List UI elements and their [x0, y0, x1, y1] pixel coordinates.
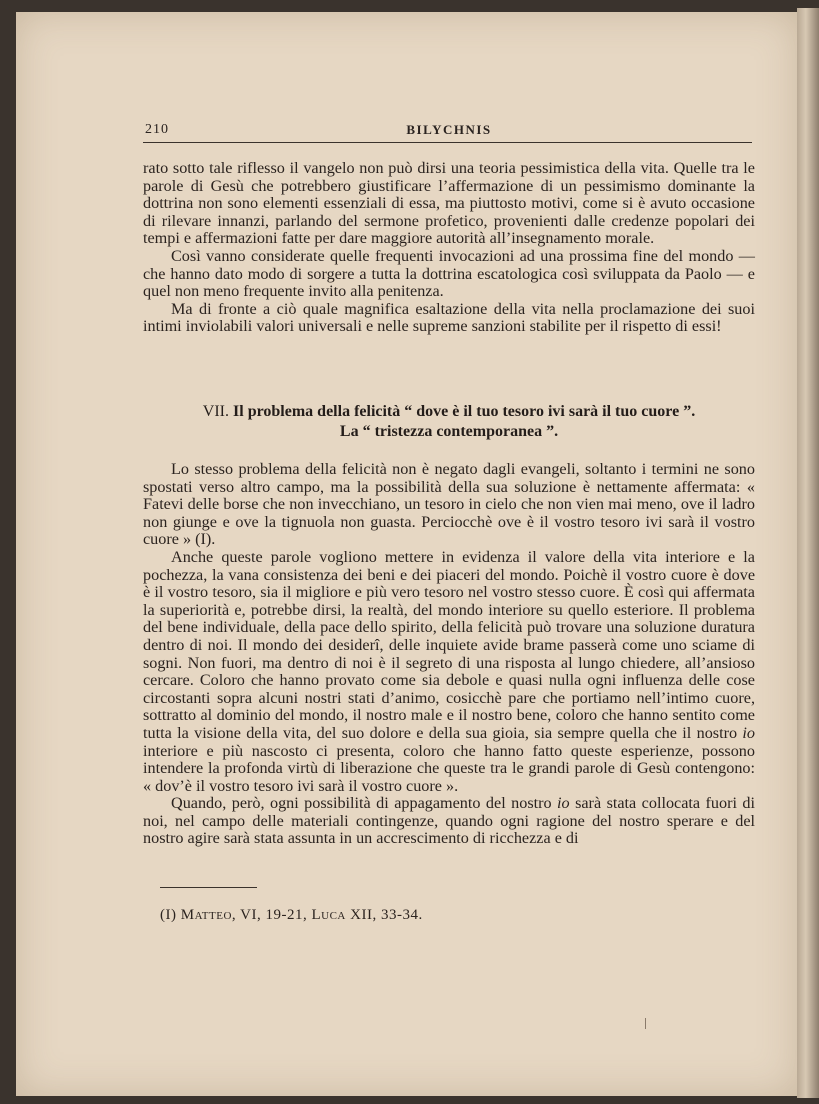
italic-word: io [557, 794, 570, 813]
header-rule [143, 142, 752, 143]
paragraph: Ma di fronte a ciò quale magnifica esaltazione della vita nella proclamazione dei suoi intimi inviolabili valori universali e nelle supreme sanzioni stabilite per il rispetto di essi! [143, 299, 755, 336]
footnote-reference: , VI, 19-21, [231, 907, 308, 923]
next-page-edge [797, 8, 819, 1098]
section-number: VII. [202, 403, 230, 420]
text-run: interiore e più nascosto ci presenta, coloro che hanno fatto queste esperienze, possono intendere la profonda virtù di liberazione che queste tra le grandi parole di Gesù contengono: « dov’è il vostro tesoro ivi sarà il vostro cuore ». [143, 741, 755, 795]
text-run: Quando, però, ogni possibilità di appagamento del nostro [171, 794, 552, 813]
opening-text [143, 160, 755, 336]
footnote-author: Matteo [180, 907, 232, 923]
paragraph [143, 795, 755, 848]
page-header [143, 122, 755, 142]
footnote-author: Luca [311, 907, 346, 923]
section-text [143, 461, 755, 848]
running-title: BILYCHNIS [406, 122, 492, 137]
text-run: sarà stata collocata fuori di noi, nel campo delle materiali contingenze, quando ogni ragione del nostro sperare e del nostro agire sarà stata assunta in un accrescimento di ricchezza e di [143, 794, 756, 848]
paragraph: rato sotto tale riflesso il vangelo non può dirsi una teoria pessimistica della vita. Quelle tra le parole di Gesù che potrebbero giustificare l’affermazione di un pessimismo dominante la dottrina non sono elementi essenziali di essa, ma piuttosto motivi, come si è avuto occasione di rilevare innanzi, parlando del sermone profetico, provenienti dalle credenze popolari dei tempi e affermazioni fatte per dare maggiore autorità all’insegnamento morale. [143, 159, 755, 248]
footnote [160, 907, 660, 924]
text-run: Anche queste parole vogliono mettere in evidenza il valore della vita interiore e la pochezza, la vana consistenza dei beni e dei piaceri del mondo. Poichè il vostro cuore è dove è il vostro tesoro, sia il migliore e più vero tesoro nel vostro stesso cuore. È così qui affermata la superiorità e, potrebbe dirsi, la realtà, del mondo interiore su quello esteriore. Il problema del bene individuale, della pace dello spirito, della felicità può trovare una soluzione duratura dentro di noi. Il mondo dei desiderî, delle inquiete avide brame passerà come uno sciame di sogni. Non fuori, ma dentro di noi è il segreto di una risposta al lungo chiedere, all’ansioso cercare. Coloro che hanno provato come sia debole e quasi nulla ogni influenza delle cose circostanti sopra alcuni nostri stati d’animo, cosicchè pare che portiamo nell’intimo cuore, sottratto al dominio del mondo, il nostro male e il nostro bene, coloro che hanno sentito come tutta la visione della vita, del suo dolore e della sua gioia, sia sempre quella che il nostro [143, 547, 755, 742]
section-heading [143, 402, 755, 442]
footnote-rule [160, 887, 257, 888]
paragraph: Così vanno considerate quelle frequenti invocazioni ad una prossima fine del mondo — che hanno dato modo di sorgere a tutta la dottrina escatologica così sviluppata da Paolo — e quel non meno frequente invito alla penitenza. [143, 246, 755, 301]
paragraph: Lo stesso problema della felicità non è negato dagli evangeli, soltanto i termini ne sono spostati verso altro campo, ma la possibilità della sua soluzione è nettamente affermata: « Fatevi delle borse che non invecchiano, un tesoro in cielo che non vien mai meno, ove il ladro non giunge e ove la tignuola non guasta. Perciocchè ove è il vostro tesoro ivi sarà il vostro cuore » (I). [143, 460, 755, 549]
heading-line-1 [143, 402, 755, 422]
footnote-marker: (I) [160, 907, 177, 923]
footnote-reference: XII, 33-34. [350, 907, 423, 923]
paragraph [143, 549, 755, 795]
heading-title: Il problema della felicità “ dove è il tuo tesoro ivi sarà il tuo cuore ”. [233, 403, 696, 420]
heading-line-2: La “ tristezza contemporanea ”. [339, 423, 559, 440]
pencil-mark [645, 1018, 646, 1029]
page-number: 210 [145, 122, 169, 137]
italic-word: io [742, 723, 756, 742]
